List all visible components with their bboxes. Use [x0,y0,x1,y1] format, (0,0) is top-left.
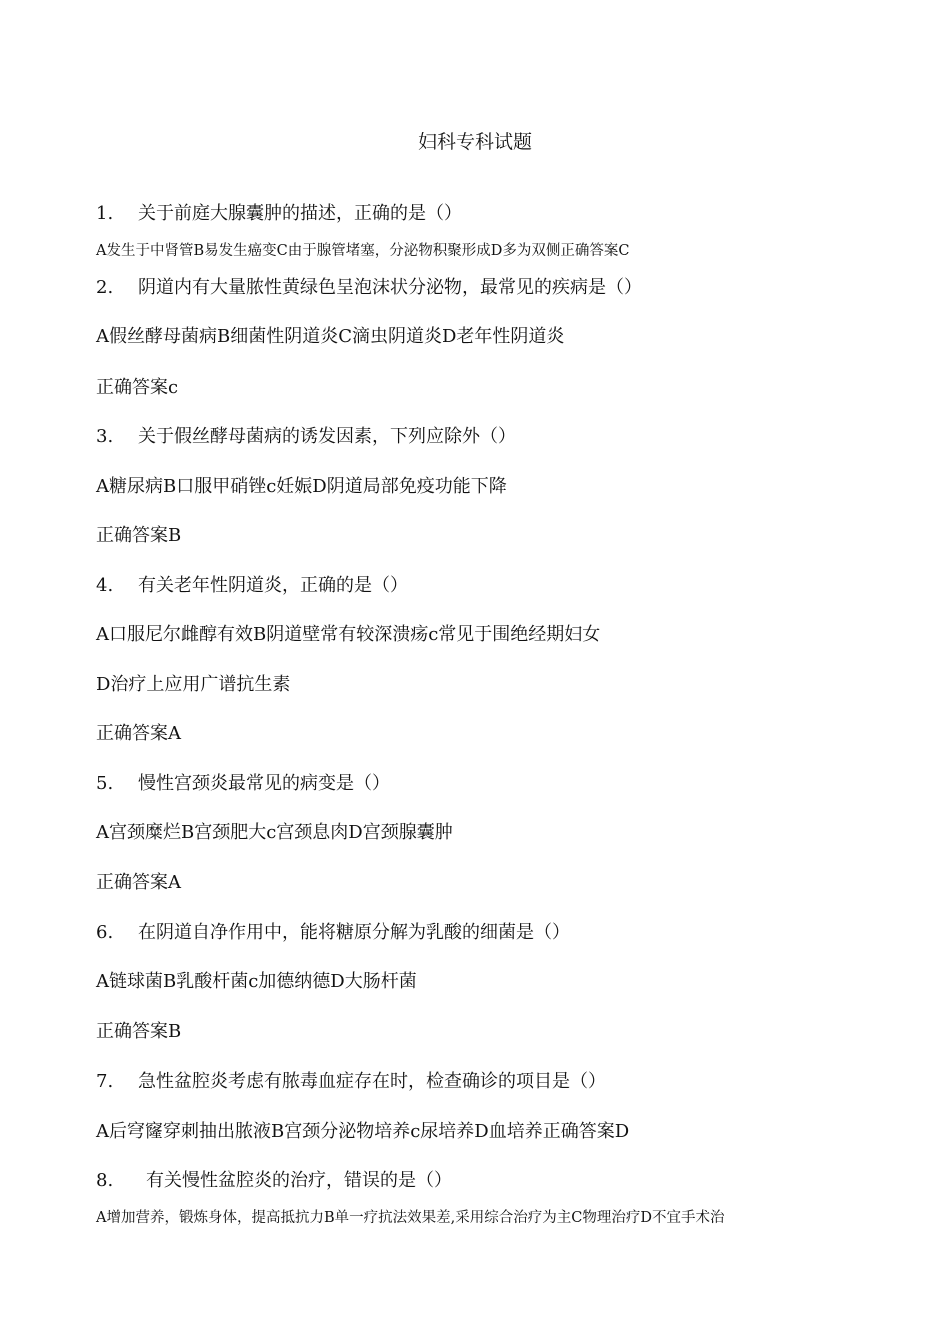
question-8 [96,1169,452,1193]
question-1-options: A发生于中肾管B易发生癌变C由于腺管堵塞，分泌物积聚形成D多为双侧正确答案C [96,243,630,259]
question-5 [96,772,390,796]
question-6 [96,921,570,945]
question-3 [96,425,516,449]
question-number: 2. [96,277,114,298]
question-number: 6. [96,922,114,943]
question-3-answer: 正确答案B [96,525,182,546]
question-1 [96,202,462,226]
question-8-options: A增加营养，锻炼身体，提高抵抗力B单一疗抗法效果差,采用综合治疗为主C物理治疗D不宜手术治 [96,1210,725,1226]
question-6-answer: 正确答案B [96,1021,182,1042]
question-number: 3. [96,426,114,447]
question-text: 慢性宫颈炎最常见的病变是（） [138,773,390,794]
question-text: 在阴道自净作用中，能将糖原分解为乳酸的细菌是（） [138,922,570,943]
question-text: 急性盆腔炎考虑有脓毒血症存在时，检查确诊的项目是（） [138,1071,606,1092]
question-4-answer: 正确答案A [96,723,181,744]
question-5-options: A宫颈糜烂B宫颈肥大c宫颈息肉D宫颈腺囊肿 [96,822,453,843]
question-number: 7. [96,1071,114,1092]
question-5-answer: 正确答案A [96,872,181,893]
question-7-options: A后穹窿穿刺抽出脓液B宫颈分泌物培养c尿培养D血培养正确答案D [96,1121,630,1142]
question-text: 关于假丝酵母菌病的诱发因素，下列应除外（） [138,426,516,447]
question-number: 8. [96,1170,114,1191]
question-number: 5. [96,773,114,794]
question-4 [96,574,408,598]
question-text: 有关老年性阴道炎，正确的是（） [138,575,408,596]
question-4-options: A口服尼尔雌醇有效B阴道壁常有较深溃疡c常见于围绝经期妇女 [96,624,601,645]
question-text: 有关慢性盆腔炎的治疗，错误的是（） [146,1170,452,1191]
question-6-options: A链球菌B乳酸杆菌c加德纳德D大肠杆菌 [96,971,417,992]
question-3-options: A糖尿病B口服甲硝锉c妊娠D阴道局部免疫功能下降 [96,476,507,497]
question-number: 1. [96,203,114,224]
document-title: 妇科专科试题 [417,131,532,153]
question-text: 关于前庭大腺囊肿的描述，正确的是（） [138,203,462,224]
question-4-options-continued: D治疗上应用广谱抗生素 [96,674,291,695]
question-2-answer: 正确答案c [96,377,179,398]
question-2 [96,276,642,300]
question-2-options: A假丝酵母菌病B细菌性阴道炎C滴虫阴道炎D老年性阴道炎 [96,326,565,347]
question-text: 阴道内有大量脓性黄绿色呈泡沫状分泌物，最常见的疾病是（） [138,277,642,298]
question-7 [96,1070,606,1094]
question-number: 4. [96,575,114,596]
